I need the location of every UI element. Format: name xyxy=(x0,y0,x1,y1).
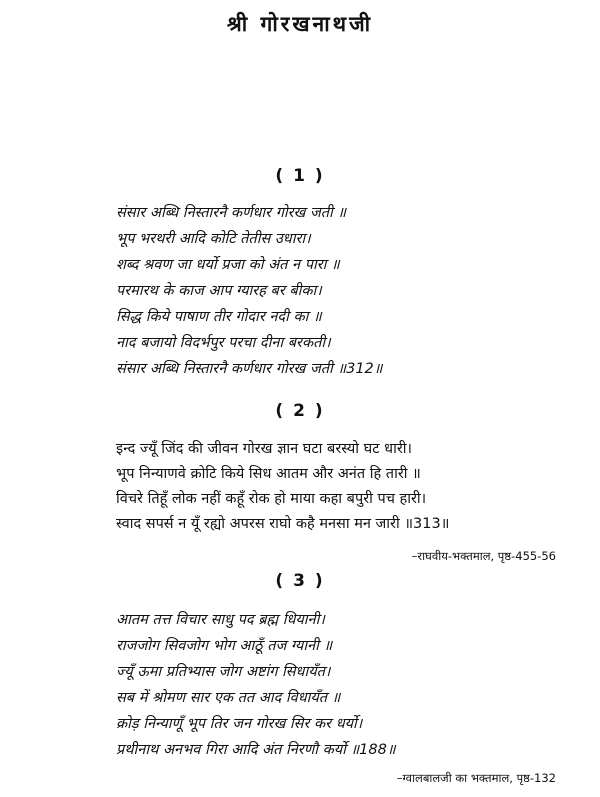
verse-line: नाद बजायो विदर्भपुर परचा दीना बरकती। xyxy=(116,335,331,351)
verse-block-3 xyxy=(116,607,586,763)
verse-line: स्वाद सपर्स न यूँ रह्यो अपरस राघो कहै मनसा मन जारी ॥313॥ xyxy=(116,516,450,532)
verse-line: सब में श्रोमण सार एक तत आद विधायँत ॥ xyxy=(116,690,341,706)
verse-line: विचरे तिहूँ लोक नहीं कहूँ रोक हो माया कहा बपुरी पच हारी। xyxy=(116,491,427,507)
verse-line: परमारथ के काज आप ग्यारह बर बीका। xyxy=(116,283,322,299)
verse-line: भूप निन्याणवे क्रोटि किये सिध आतम और अनंत हि तारी ॥ xyxy=(116,466,421,482)
verse-line: शब्द श्रवण जा धर्यो प्रजा को अंत न पारा ॥ xyxy=(116,257,340,273)
verse-line: इन्द ज्यूँ जिंद की जीवन गोरख ज्ञान घटा बरस्यो घट धारी। xyxy=(116,441,413,457)
verse-line: संसार अब्धि निस्तारनै कर्णधार गोरख जती ॥312॥ xyxy=(116,361,383,377)
verse-block-2 xyxy=(116,437,586,537)
section-number-2: ( 2 ) xyxy=(275,401,325,421)
verse-line: राजजोग सिवजोग भोग आठूँ तज ग्यानी ॥ xyxy=(116,638,333,654)
verse-line: आतम तत्त विचार साधु पद ब्रह्म धियानी। xyxy=(116,612,325,628)
verse-line: ज्यूँ ऊमा प्रतिभ्यास जोग अष्टांग सिधायँत। xyxy=(116,664,331,680)
verse-line: क्रोड़ निन्याणूँ भूप तिर जन गोरख सिर कर धर्यो। xyxy=(116,716,363,732)
source-citation-2: –राघवीय-भक्तमाल, पृष्ठ-455-56 xyxy=(411,549,556,563)
verse-line: सिद्ध किये पाषाण तीर गोदार नदी का ॥ xyxy=(116,309,322,325)
source-citation-3: –ग्वालबालजी का भक्तमाल, पृष्ठ-132 xyxy=(396,771,556,785)
page-title: श्री गोरखनाथजी xyxy=(226,12,374,36)
verse-line: प्रथीनाथ अनभव गिरा आदि अंत निरणौ कर्यो ॥188॥ xyxy=(116,742,396,758)
section-number-1: ( 1 ) xyxy=(275,166,325,186)
verse-line: भूप भरथरी आदि कोटि तेतीस उधारा। xyxy=(116,231,311,247)
section-number-3: ( 3 ) xyxy=(275,571,325,591)
verse-block-1 xyxy=(116,200,586,382)
verse-line: संसार अब्धि निस्तारनै कर्णधार गोरख जती ॥ xyxy=(116,205,347,221)
